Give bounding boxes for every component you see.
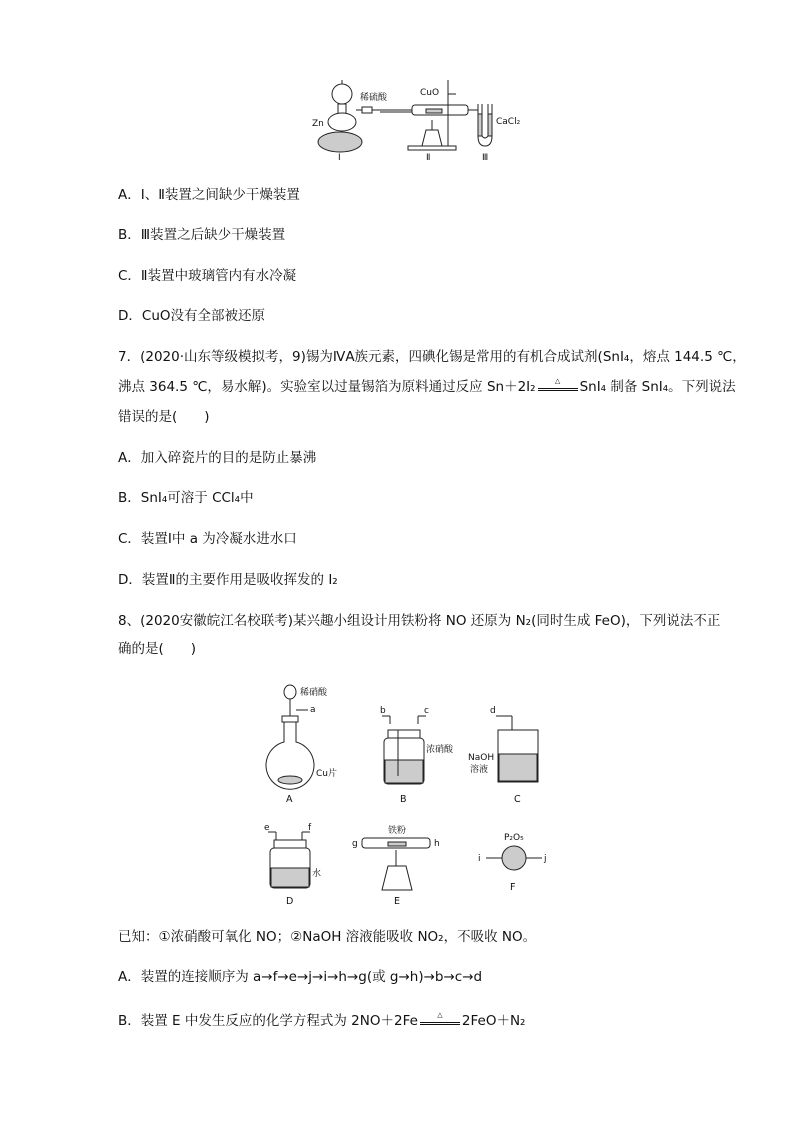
label-f: f: [308, 823, 312, 833]
label-i: i: [478, 854, 481, 864]
label-cacl2: CaCl₂: [496, 117, 521, 127]
q6-option-a: A．Ⅰ、Ⅱ装置之间缺少干燥装置: [118, 187, 300, 203]
apparatus-f: [486, 846, 542, 870]
q7-option-d: D．装置Ⅱ的主要作用是吸收挥发的 I₂: [118, 572, 338, 588]
q6-option-c: C．Ⅱ装置中玻璃管内有水冷凝: [118, 268, 297, 284]
q7-option-a: A．加入碎瓷片的目的是防止暴沸: [118, 450, 317, 466]
label-d: d: [490, 706, 496, 716]
u-tube: [468, 104, 492, 146]
label-III: Ⅲ: [482, 153, 489, 163]
apparatus-e: [362, 838, 430, 890]
apparatus-a: [266, 685, 314, 789]
q7-stem-line1: 7．(2020·山东等级模拟考，9)锡为ⅣA族元素，四碘化锡是常用的有机合成试剂(SnI₄，熔点 144.5 ℃，: [118, 349, 746, 365]
label-F: F: [510, 882, 516, 893]
label-b: b: [380, 706, 386, 716]
label-g: g: [352, 839, 358, 849]
label-dilute-nitric: 稀硝酸: [300, 688, 328, 698]
q7-option-b: B．SnI₄可溶于 CCl₄中: [118, 490, 254, 506]
label-E: E: [394, 896, 401, 906]
kipp-generator: [318, 80, 380, 152]
label-A: A: [286, 794, 293, 805]
label-C: C: [514, 794, 521, 805]
q6-option-d: D．CuO没有全部被还原: [118, 308, 266, 324]
label-I: Ⅰ: [338, 153, 341, 163]
q7-stem-line3: 错误的是( ): [118, 409, 210, 425]
q8-stem-line1: 8、(2020安徽皖江名校联考)某兴趣小组设计用铁粉将 NO 还原为 N₂(同时生成 FeO)，下列说法不正: [118, 613, 721, 629]
label-a: a: [310, 705, 316, 715]
q8-option-a: A．装置的连接顺序为 a→f→e→j→i→h→g(或 g→h)→b→c→d: [118, 969, 483, 985]
label-acid: 稀硫酸: [360, 93, 388, 103]
label-h: h: [434, 839, 440, 849]
label-cu: Cu片: [316, 769, 337, 779]
label-water: 水: [312, 869, 322, 879]
label-cuo: CuO: [420, 88, 440, 98]
label-solution: 溶液: [470, 765, 489, 775]
heat-reaction-sign: △: [536, 378, 580, 396]
label-conc-nitric: 浓硝酸: [426, 745, 454, 755]
q7-option-c: C．装置Ⅰ中 a 为冷凝水进水口: [118, 531, 297, 547]
apparatus-c: [496, 716, 538, 782]
label-j: j: [544, 854, 547, 864]
q8-stem-line2: 确的是( ): [118, 641, 197, 657]
label-B: B: [400, 794, 407, 805]
label-p2o5: P₂O₅: [504, 833, 524, 843]
apparatus-d: [268, 832, 310, 888]
figure-hydrogen-reduction-apparatus: [300, 80, 540, 166]
q8-known: 已知：①浓硝酸可氧化 NO；②NaOH 溶液能吸收 NO₂，不吸收 NO。: [118, 929, 537, 945]
label-zn: Zn: [312, 119, 324, 129]
q8-option-b: B．装置 E 中发生反应的化学方程式为 2NO＋2Fe △ 2FeO＋N₂: [118, 1011, 526, 1029]
q7-stem-line2: 沸点 364.5 ℃，易水解)。实验室以过量锡箔为原料通过反应 Sn＋2I₂ △ SnI₄ 制备 SnI₄。下列说法: [118, 377, 736, 395]
label-e: e: [264, 823, 270, 833]
q6-option-b: B．Ⅲ装置之后缺少干燥装置: [118, 227, 286, 243]
apparatus-b: [382, 716, 426, 784]
heat-reaction-sign: △: [418, 1012, 462, 1030]
label-c: c: [424, 706, 429, 716]
label-naoh: NaOH: [468, 753, 495, 763]
label-iron: 铁粉: [388, 826, 407, 836]
label-II: Ⅱ: [426, 153, 431, 163]
figure-no-reduction-apparatus: [250, 680, 570, 906]
label-D: D: [286, 896, 294, 906]
